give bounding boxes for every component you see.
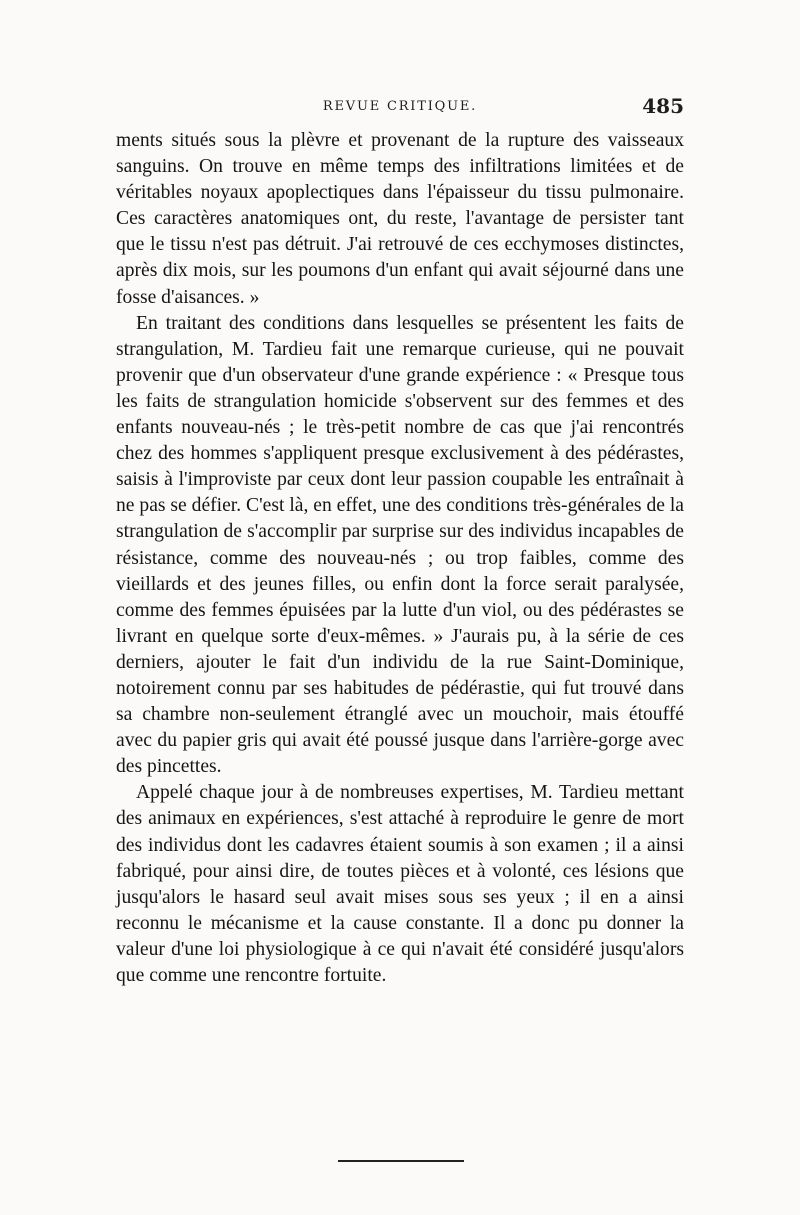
section-rule <box>338 1160 464 1162</box>
body-text <box>116 128 684 989</box>
running-title: REVUE CRITIQUE. <box>322 99 478 114</box>
paragraph-expertises: Appelé chaque jour à de nombreuses expertises, M. Tardieu mettant des animaux en expériences, s'est attaché à reproduire le genre de mort des individus dont les cadavres étaient soumis à son examen ; il a ainsi fabriqué, pour ainsi dire, de toutes pièces et à volonté, ces lésions que jusqu'alors le hasard seul avait mises sous ses yeux ; il en a ainsi reconnu le mécanisme et la cause constante. Il a donc pu donner la valeur d'une loi physiologique à ce qui n'avait été considéré jusqu'alors que comme une rencontre fortuite. <box>116 782 684 986</box>
paragraph-strangulation: En traitant des conditions dans lesquelles se présentent les faits de strangulation, M. Tardieu fait une remarque curieuse, qui ne pouvait provenir que d'un observateur d'une grande expérience : « Presque tous les faits de strangulation homicide s'observent sur des femmes et des enfants nouveau-nés ; le très-petit nombre de cas que j'ai rencontrés chez des hommes s'appliquent presque exclusivement à des pédérastes, saisis à l'improviste par ceux dont leur passion coupable les entraînait à ne pas se défier. C'est là, en effet, une des conditions très-générales de la strangulation de s'accomplir par surprise sur des individus incapables de résistance, comme des nouveau-nés ; ou trop faibles, comme des vieillards et des jeunes filles, ou enfin dont la force serait paralysée, comme des femmes épuisées par la lutte d'un viol, ou des pédérastes se livrant en quelque sorte d'eux-mêmes. » J'aurais pu, à la série de ces derniers, ajouter le fait d'un individu de la rue Saint-Dominique, notoirement connu par ses habitudes de pédérastie, qui fut trouvé dans sa chambre non-seulement étranglé avec un mouchoir, mais étouffé avec du papier gris qui avait été poussé jusque dans l'arrière-gorge avec des pincettes. <box>116 312 684 778</box>
page-number: 485 <box>642 94 684 118</box>
running-head <box>116 94 684 124</box>
paragraph-continuation: ments situés sous la plèvre et provenant de la rupture des vaisseaux sanguins. On trouve en même temps des infiltrations limitées et de véritables noyaux apoplectiques dans l'épaisseur du tissu pulmonaire. Ces caractères anatomiques ont, du reste, l'avantage de persister tant que le tissu n'est pas détruit. J'ai retrouvé de ces ecchymoses distinctes, après dix mois, sur les poumons d'un enfant qui avait séjourné dans une fosse d'aisances. » <box>116 130 684 308</box>
